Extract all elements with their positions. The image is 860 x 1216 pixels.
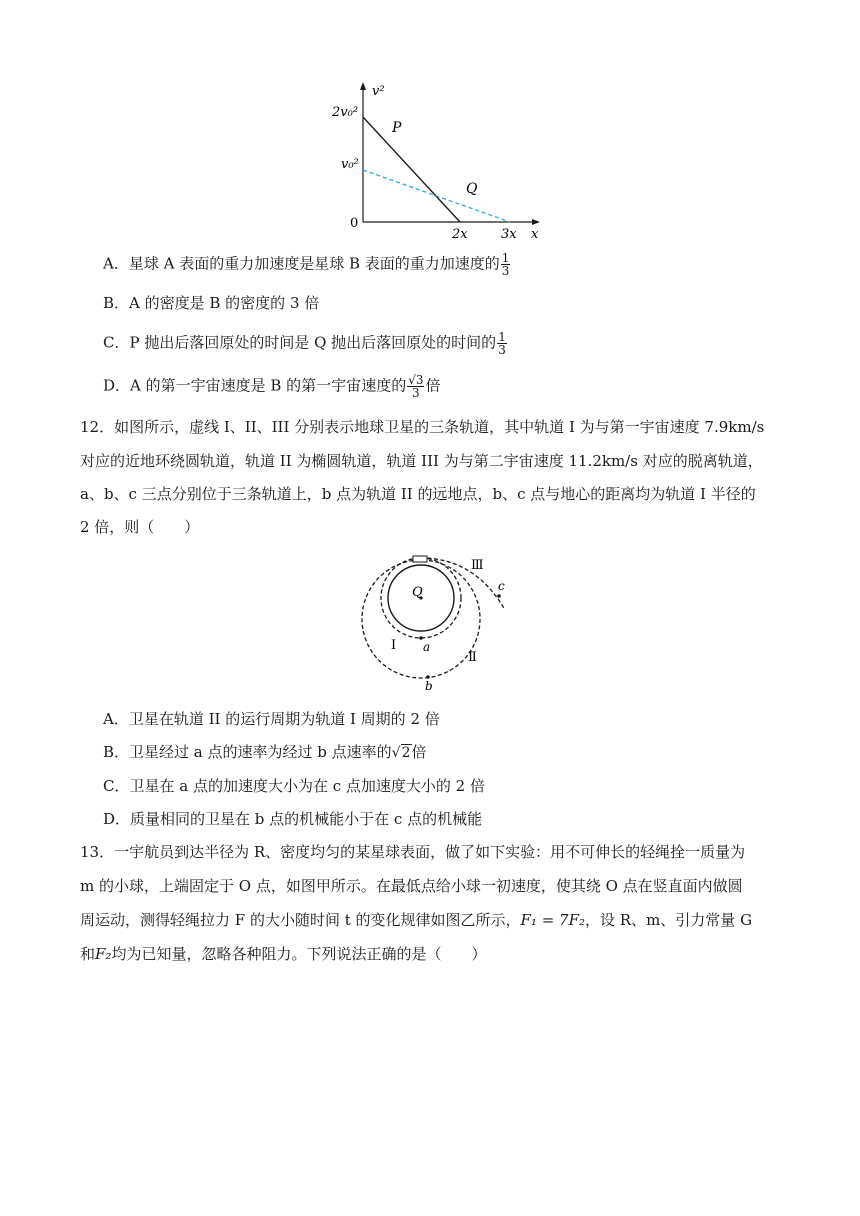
q13-f2: F₂ [95, 945, 112, 963]
tick-2x: 2x [452, 227, 468, 242]
line-q [363, 170, 510, 222]
label-ii: Ⅱ [468, 650, 477, 665]
option-suffix: 倍 [411, 743, 427, 761]
option-text: A．星球 A 表面的重力加速度是星球 B 表面的重力加速度的 [103, 254, 500, 273]
tick-v0sq: v₀² [341, 157, 359, 172]
q12-option-a: A．卫星在轨道 II 的运行周期为轨道 I 周期的 2 倍 [103, 710, 440, 728]
q11-option-b [103, 292, 319, 314]
option-text: B．卫星经过 a 点的速率为经过 b 点速率的 [103, 743, 392, 761]
fraction: $\frac{1}{3}$ [498, 330, 506, 357]
tick-3x: 3x [501, 227, 517, 242]
option-suffix: 倍 [425, 376, 441, 395]
q11-option-c [103, 331, 508, 356]
q13-text: 周运动，测得轻绳拉力 F 的大小随时间 t 的变化规律如图乙所示， [80, 911, 521, 929]
q12-line-3: a、b、c 三点分别位于三条轨道上，b 点为轨道 II 的远地点，b、c 点与地心的距离均为轨道 I 半径的 [80, 485, 756, 503]
q12-option-b [103, 741, 427, 764]
label-a: a [423, 640, 431, 654]
option-text: D．A 的第一宇宙速度是 B 的第一宇宙速度的 [103, 376, 407, 395]
q13-line-4 [80, 943, 790, 965]
fraction: $\frac{1}{3}$ [501, 251, 510, 278]
x-axis-label: x [531, 227, 539, 242]
point-c [497, 594, 501, 598]
q12-line-4: 2 倍，则（ ） [80, 518, 200, 536]
q13-line-2: m 的小球，上端固定于 O 点，如图甲所示。在最低点给小球一初速度，使其绕 O 点在竖直面内做圆 [80, 877, 743, 895]
satellite [413, 556, 427, 562]
x-axis-arrow [532, 219, 540, 225]
q13-line-3 [80, 909, 790, 931]
label-iii: Ⅲ [471, 558, 484, 573]
orbit-diagram [355, 548, 525, 700]
q13-text: ，设 R、m、引力常量 G [585, 911, 753, 929]
q11-option-d [103, 374, 441, 399]
orbit-ii [362, 560, 480, 678]
y-axis-arrow [360, 82, 366, 90]
y-axis-label: v² [372, 84, 385, 99]
sqrt: √2 [391, 745, 411, 761]
q13-text: 均为已知量，忽略各种阻力。下列说法正确的是（ ） [111, 945, 487, 963]
q11-option-a [103, 252, 511, 277]
label-b: b [425, 679, 433, 693]
q13-text: 和 [80, 945, 96, 963]
line-p [363, 117, 460, 222]
q12-line-1: 12．如图所示，虚线 I、II、III 分别表示地球卫星的三条轨道，其中轨道 I 为与第一宇宙速度 7.9km/s [80, 418, 765, 436]
q12-line-2: 对应的近地环绕圆轨道，轨道 II 为椭圆轨道，轨道 III 为与第二宇宙速度 11.2km/s 对应的脱离轨道， [80, 452, 763, 470]
q13-equation: F₁ = 7F₂ [520, 911, 586, 929]
q12-option-c: C．卫星在 a 点的加速度大小为在 c 点加速度大小的 2 倍 [103, 777, 485, 795]
v2-x-graph [330, 78, 550, 250]
origin-label: 0 [350, 216, 359, 231]
fraction: $\frac{√3}{3}$ [408, 373, 424, 400]
label-i: Ⅰ [391, 638, 397, 653]
line-p-label: P [392, 120, 402, 136]
tick-2v0sq: 2v₀² [332, 105, 359, 120]
orbit-iii [421, 558, 505, 610]
line-q-label: Q [466, 181, 478, 197]
label-q: Q [412, 585, 423, 600]
label-c: c [498, 579, 505, 593]
q13-line-1: 13．一宇航员到达半径为 R、密度均匀的某星球表面，做了如下实验：用不可伸长的轻绳拴一质量为 [80, 843, 746, 861]
q12-option-d: D．质量相同的卫星在 b 点的机械能小于在 c 点的机械能 [103, 810, 483, 828]
option-text: B．A 的密度是 B 的密度的 3 倍 [103, 294, 320, 312]
option-text: C．P 抛出后落回原处的时间是 Q 抛出后落回原处的时间的 [103, 333, 497, 352]
